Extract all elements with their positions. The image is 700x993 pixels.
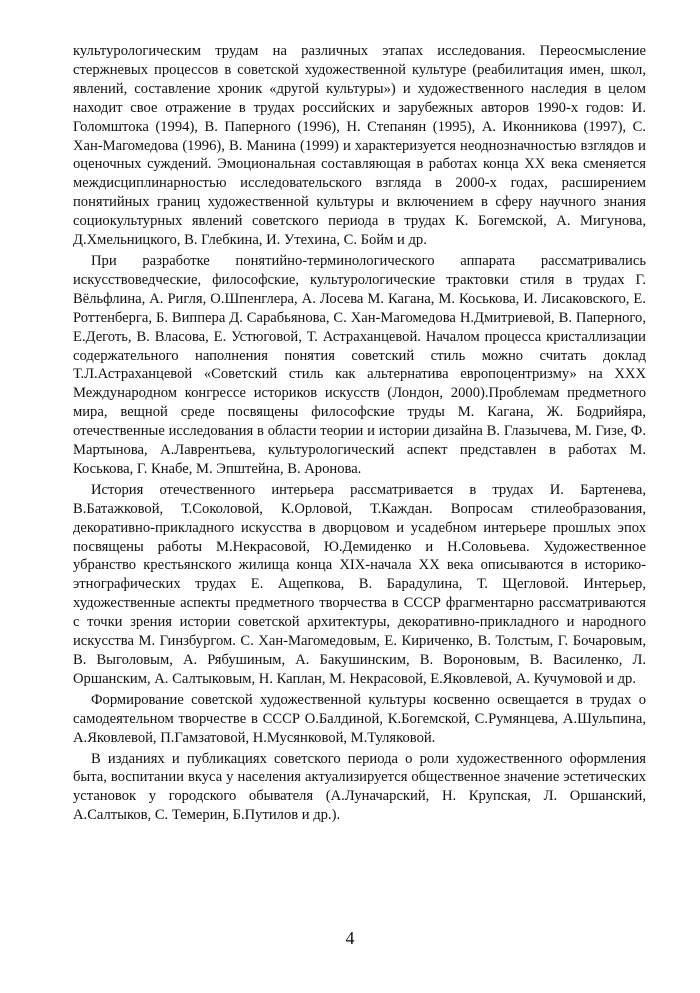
paragraph-interior-history: История отечественного интерьера рассматривается в трудах И. Бартенева, В.Батажковой, Т.Соколовой, К.Орловой, Т.Каждан. Вопросам стилеобразования, декоративно-прикладного искусства в дворцовом и усадебном интерьере прошлых эпох посвящены работы М.Некрасовой, Ю.Демиденко и Н.Соловьева. Художественное убранство крестьянского жилища конца XIX-начала XX века описываются в историко-этнографических трудах Е. Ащепкова, В. Барадулина, Т. Щегловой. Интерьер, художественные аспекты предметного творчества в СССР фрагментарно рассматриваются с точки зрения истории советской архитектуры, декоративно-прикладного и народного искусства М. Гинзбургом. С. Хан-Магомедовым, Е. Кириченко, В. Толстым, Г. Бочаровым, В. Выголовым, А. Рябушиным, А. Бакушинским, В. Вороновым, В. Василенко, Л. Оршанским, А. Салтыковым, Н. Каплан, М. Некрасовой, Е.Яковлевой, А. Кучумовой и др.: [73, 481, 646, 687]
page-number: 4: [345, 928, 355, 948]
paragraph-terminology: При разработке понятийно-терминологического аппарата рассматривались искусствоведческие, философские, культурологические трактовки стиля в трудах Г. Вёльфлина, А. Ригля, О.Шпенглера, А. Лосева М. Кагана, М. Коськова, И. Лисаковского, Е. Роттенберга, Б. Виппера Д. Сарабьянова, С. Хан-Магомедова Н.Дмитриевой, В. Паперного, Е.Деготь, В. Власова, Е. Устюговой, Т. Астраханцевой. Началом процесса кристаллизации содержательного наполнения понятия советский стиль можно считать доклад Т.Л.Астраханцевой «Советский стиль как альтернатива европоцентризму» на XXX Международном конгрессе историков искусств (Лондон, 2000).Проблемам предметного мира, вещной среде посвящены философские труды М. Кагана, Ж. Бодрийяра, отечественные исследования в области теории и истории дизайна В. Глазычева, М. Гизе, Ф. Мартынова, А.Лаврентьева, культурологический аспект представлен в работах М. Коськова, Г. Кнабе, М. Эпштейна, В. Аронова.: [73, 252, 646, 477]
paragraph-cultural-studies: культурологическим трудам на различных этапах исследования. Переосмысление стержневых процессов в советской художественной культуре (реабилитация имен, школ, явлений, составление хроник «другой культуры») и художественного наследия в целом находит свое отражение в трудах российских и зарубежных авторов 1990-х годов: И. Голомштока (1994), В. Паперного (1996), Н. Степанян (1995), А. Иконникова (1997), С. Хан-Магомедова (1996), В. Манина (1999) и характеризуется неоднозначностью взглядов и оценочных суждений. Эмоциональная составляющая в работах конца XX века сменяется междисциплинарностью исследовательского взгляда в 2000-х годах, расширением понятийных границ художественной культуры и включением в сферу научного знания социокультурных явлений советского периода в трудах К. Богемской, А. Мигунова, Д.Хмельницкого, В. Глебкина, И. Утехина, С. Бойм и др.: [73, 43, 646, 249]
document-page: [73, 42, 646, 827]
paragraph-soviet-publications: В изданиях и публикациях советского периода о роли художественного оформления быта, воспитании вкуса у населения актуализируется общественное значение эстетических установок у городского обывателя (А.Луначарский, Н. Крупская, Л. Оршанский, А.Салтыков, С. Темерин, Б.Путилов и др.).: [73, 750, 646, 824]
paragraph-amateur-art: Формирование советской художественной культуры косвенно освещается в трудах о самодеятельном творчестве в СССР О.Балдиной, К.Богемской, С.Румянцева, А.Шульпина, А.Яковлевой, П.Гамзатовой, Н.Мусянковой, М.Туляковой.: [73, 691, 646, 746]
